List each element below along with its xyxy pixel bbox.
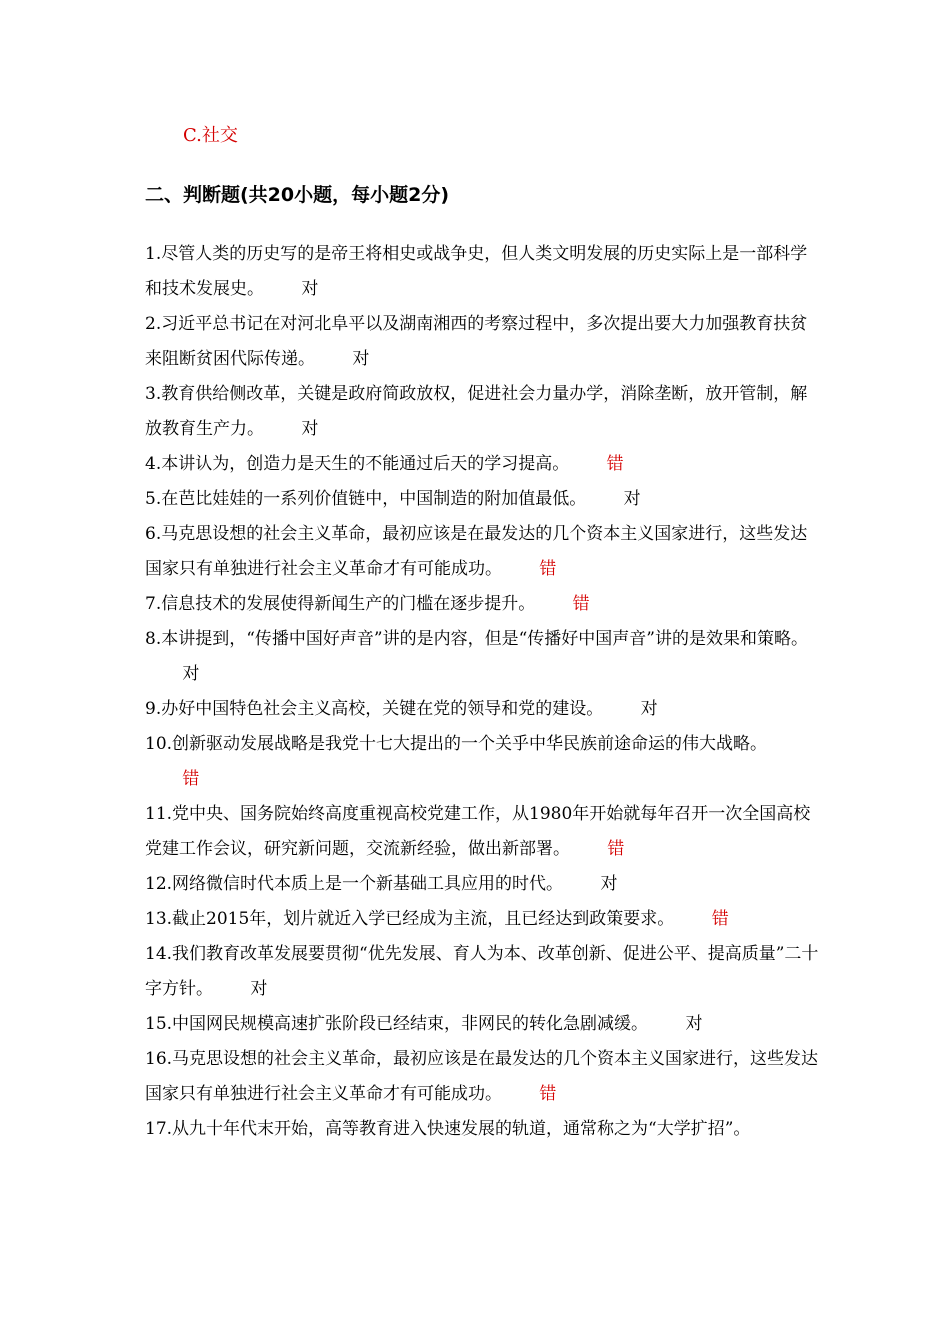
answer-true-mark: 对	[623, 489, 641, 509]
question-text: 12.网络微信时代本质上是一个新基础工具应用的时代。	[145, 874, 564, 894]
answer-true-mark: 对	[640, 699, 658, 719]
question-item	[145, 1112, 820, 1147]
question-text: 15.中国网民规模高速扩张阶段已经结束，非网民的转化急剧减缓。	[145, 1014, 649, 1034]
question-text: 5.在芭比娃娃的一系列价值链中，中国制造的附加值最低。	[145, 489, 587, 509]
question-item	[145, 797, 820, 867]
question-text: 10.创新驱动发展战略是我党十七大提出的一个关乎中华民族前途命运的伟大战略。	[145, 734, 768, 754]
question-item	[145, 937, 820, 1007]
question-text: 14.我们教育改革发展要贯彻“优先发展、育人为本、改革创新、促进公平、提高质量”二十字方针。	[145, 944, 819, 999]
question-text: 6.马克思设想的社会主义革命，最初应该是在最发达的几个资本主义国家进行，这些发达国家只有单独进行社会主义革命才有可能成功。	[145, 524, 808, 579]
answer-false-mark: 错	[607, 839, 625, 859]
answer-false-mark: 错	[539, 559, 557, 579]
answer-true-mark: 对	[250, 979, 268, 999]
question-text: 3.教育供给侧改革，关键是政府简政放权，促进社会力量办学，消除垄断，放开管制，解放教育生产力。	[145, 384, 808, 439]
answer-false-mark: 错	[606, 454, 624, 474]
question-item	[145, 1042, 820, 1112]
answer-true-mark: 对	[600, 874, 618, 894]
question-text: 13.截止2015年，划片就近入学已经成为主流，且已经达到政策要求。	[145, 909, 675, 929]
answer-false-mark: 错	[711, 909, 729, 929]
question-item	[145, 482, 820, 517]
answer-true-mark: 对	[685, 1014, 703, 1034]
question-item	[145, 902, 820, 937]
question-item	[145, 622, 820, 692]
question-item	[145, 1007, 820, 1042]
question-text: 9.办好中国特色社会主义高校，关键在党的领导和党的建设。	[145, 699, 604, 719]
answer-false-mark: 错	[182, 769, 200, 789]
question-text: 11.党中央、国务院始终高度重视高校党建工作，从1980年开始就每年召开一次全国高校党建工作会议，研究新问题，交流新经验，做出新部署。	[145, 804, 811, 859]
answer-false-mark: 错	[539, 1084, 557, 1104]
answer-true-mark: 对	[182, 664, 200, 684]
question-item	[145, 517, 820, 587]
answer-false-mark: 错	[572, 594, 590, 614]
true-false-question-list	[145, 237, 820, 1147]
question-text: 8.本讲提到，“传播中国好声音”讲的是内容，但是“传播好中国声音”讲的是效果和策略。	[145, 629, 808, 649]
question-text: 2.习近平总书记在对河北阜平以及湖南湘西的考察过程中，多次提出要大力加强教育扶贫来阻断贫困代际传递。	[145, 314, 808, 369]
question-item	[145, 867, 820, 902]
question-text: 17.从九十年代末开始，高等教育进入快速发展的轨道，通常称之为“大学扩招”。	[145, 1119, 751, 1139]
question-text: 4.本讲认为，创造力是天生的不能通过后天的学习提高。	[145, 454, 570, 474]
answer-true-mark: 对	[301, 419, 319, 439]
question-item	[145, 447, 820, 482]
question-text: 7.信息技术的发展使得新闻生产的门槛在逐步提升。	[145, 594, 536, 614]
question-item	[145, 377, 820, 447]
question-item	[145, 237, 820, 307]
answer-true-mark: 对	[301, 279, 319, 299]
question-text: 1.尽管人类的历史写的是帝王将相史或战争史，但人类文明发展的历史实际上是一部科学和技术发展史。	[145, 244, 808, 299]
previous-answer-option: C.社交	[183, 125, 238, 146]
question-item	[145, 307, 820, 377]
question-item	[145, 692, 820, 727]
question-text: 16.马克思设想的社会主义革命，最初应该是在最发达的几个资本主义国家进行，这些发达国家只有单独进行社会主义革命才有可能成功。	[145, 1049, 819, 1104]
answer-true-mark: 对	[352, 349, 370, 369]
question-item	[145, 587, 820, 622]
question-item	[145, 727, 820, 797]
section-heading: 二、判断题(共20小题，每小题2分)	[145, 184, 450, 206]
